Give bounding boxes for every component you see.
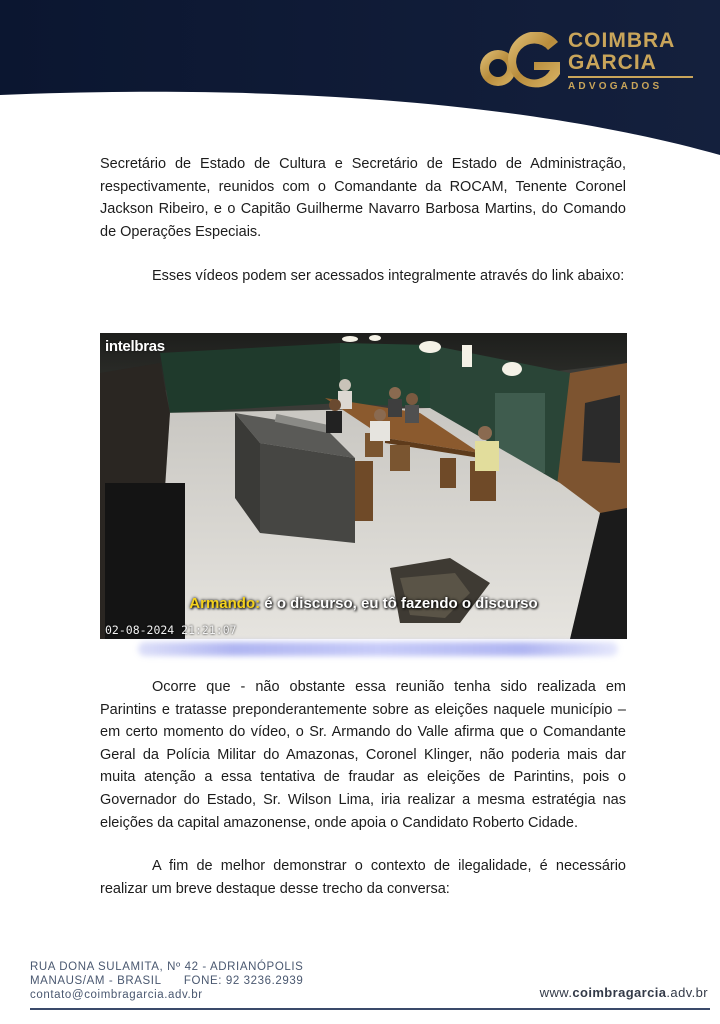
paragraph-4: A fim de melhor demonstrar o contexto de ilegalidade, é necessário realizar um breve destaque desse trecho da conversa: <box>100 858 626 897</box>
footer-contact <box>30 961 303 1002</box>
website-domain: coimbragarcia <box>572 985 667 1000</box>
paragraph-1: Secretário de Estado de Cultura e Secretário de Estado de Administração, respectivamente, reunidos com o Comandante da ROCAM, Tenente Coronel Jackson Ribeiro, e o Capitão Guilherme Navarro Barbosa Martins, do Comando de Operações Especiais. <box>100 156 626 240</box>
cctv-scene <box>100 333 627 639</box>
footer-address-line2: MANAUS/AM - BRASIL FONE: 92 3236.2939 <box>30 974 304 987</box>
video-subtitle <box>100 595 627 612</box>
footer-divider <box>30 1008 710 1010</box>
company-logo <box>476 30 706 100</box>
video-screenshot <box>100 333 627 639</box>
website-prefix: www. <box>539 985 573 1000</box>
subtitle-speaker: Armando: <box>189 595 261 612</box>
footer-email[interactable]: contato@coimbragarcia.adv.br <box>30 988 203 1001</box>
footer-website[interactable] <box>540 985 708 1000</box>
logo-divider <box>568 76 693 78</box>
website-suffix: .adv.br <box>666 985 708 1000</box>
paragraph-3: Ocorre que - não obstante essa reunião tenha sido realizada em Parintins e tratasse preponderantemente sobre as eleições naquele município – em certo momento do vídeo, o Sr. Armando do Valle afirma que o Comandante Geral da Polícia Militar do Amazonas, Coronel Klinger, não poderia mais dar muita atenção a essa tentativa de fraudar as eleições de Parintins, pois o Governador do Estado, Sr. Wilson Lima, iria realizar a mesma estratégia nas eleições da capital amazonense, onde apoia o Candidato Roberto Cidade. <box>100 679 626 831</box>
brand-subtitle: ADVOGADOS <box>568 81 663 92</box>
footer-address-line1: RUA DONA SULAMITA, Nº 42 - ADRIANÓPOLIS <box>30 961 304 973</box>
subtitle-text: é o discurso, eu tô fazendo o discurso <box>260 595 538 612</box>
paragraph-2: Esses vídeos podem ser acessados integralmente através do link abaixo: <box>152 268 625 284</box>
blurred-link[interactable] <box>138 642 618 656</box>
brand-name-line2: GARCIA <box>568 51 657 74</box>
camera-timestamp: 02-08-2024 21:21:07 <box>105 623 237 637</box>
camera-brand-watermark: intelbras <box>105 338 165 355</box>
logo-monogram-icon <box>476 32 564 92</box>
header-band <box>0 0 720 160</box>
brand-name-line1: COIMBRA <box>568 29 676 52</box>
